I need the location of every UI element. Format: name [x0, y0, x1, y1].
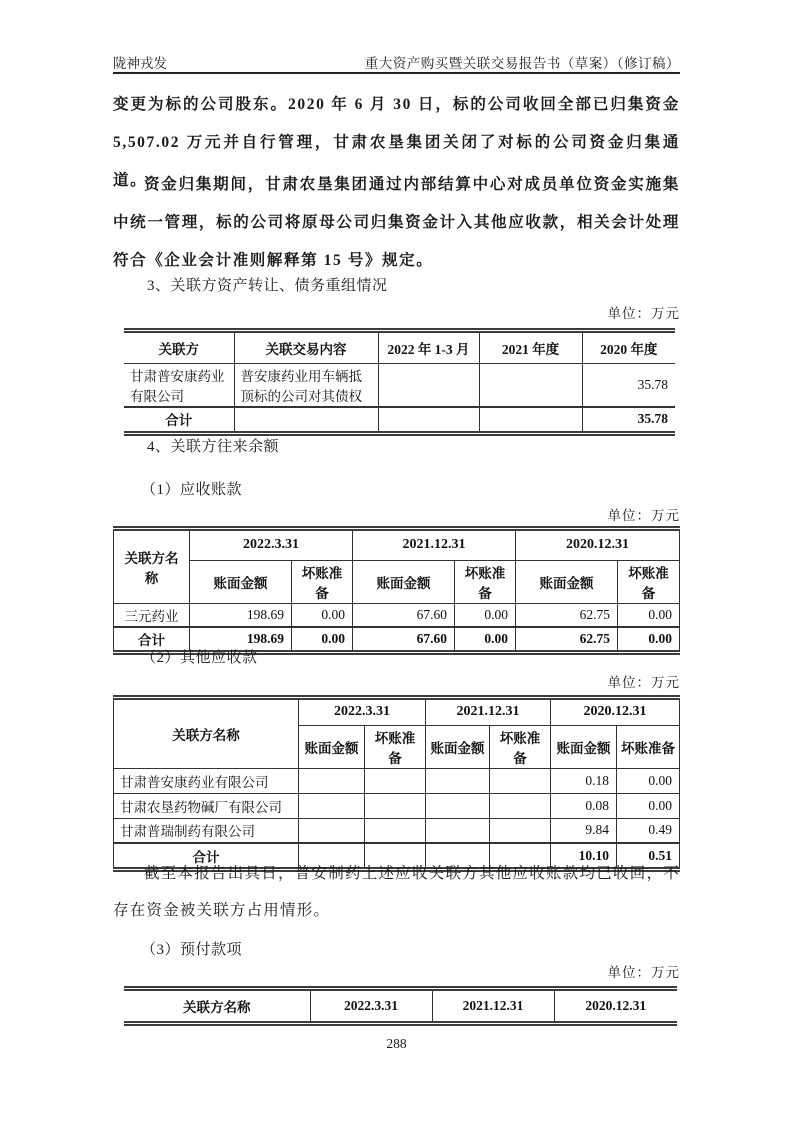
t3-sub-book-1: 账面金额 — [299, 725, 365, 768]
table-row — [114, 818, 680, 843]
t3-row0-name: 甘肃普安康药业有限公司 — [114, 768, 299, 793]
heading-4-related-balances: 4、关联方往来余额 — [147, 439, 280, 455]
t1-total-2022 — [378, 407, 479, 431]
t2-total-v0: 198.69 — [190, 627, 292, 650]
table-row — [114, 560, 680, 603]
t1-header-2020: 2020 年度 — [582, 333, 675, 363]
t3-row2-v2 — [426, 818, 490, 843]
t2-sub-bad-1: 坏账准备 — [292, 560, 353, 603]
heading-3-asset-transfer: 3、关联方资产转让、债务重组情况 — [147, 278, 388, 294]
t3-row1-v3 — [490, 793, 551, 818]
t2-row-v5: 0.00 — [618, 603, 680, 627]
t3-row2-v1 — [365, 818, 426, 843]
t2-header-name: 关联方名称 — [114, 531, 190, 603]
t3-row2-name: 甘肃普瑞制药有限公司 — [114, 818, 299, 843]
t3-period-2020: 2020.12.31 — [551, 700, 680, 725]
t3-row0-v2 — [426, 768, 490, 793]
t4-header-2020: 2020.12.31 — [554, 991, 677, 1021]
t3-total-v4: 10.10 — [551, 843, 617, 867]
t3-row2-v0 — [299, 818, 365, 843]
t3-row1-v1 — [365, 793, 426, 818]
t4-header-name: 关联方名称 — [124, 991, 310, 1021]
t4-header-2021: 2021.12.31 — [432, 991, 554, 1021]
t1-cell-2022 — [378, 363, 479, 407]
heading-4-1-receivables: （1）应收账款 — [141, 482, 243, 498]
t3-sub-bad-2: 坏账准备 — [490, 725, 551, 768]
t3-period-2022: 2022.3.31 — [299, 700, 426, 725]
t3-row1-v5: 0.00 — [617, 793, 680, 818]
page-header — [113, 52, 680, 72]
t2-total-v1: 0.00 — [292, 627, 353, 650]
t2-row-v2: 67.60 — [353, 603, 455, 627]
header-left-title: 陇神戎发 — [113, 56, 167, 71]
paragraph-fund-recovery: 变更为标的公司股东。2020 年 6 月 30 日，标的公司收回全部已归集资金 5,507.02 万元并自行管理，甘肃农垦集团关闭了对标的公司资金归集通道。 — [113, 96, 680, 189]
t3-header-name: 关联方名称 — [114, 700, 299, 768]
t3-row0-v3 — [490, 768, 551, 793]
t3-row0-v4: 0.18 — [551, 768, 617, 793]
table-asset-transfer — [124, 328, 675, 436]
t1-total-2020: 35.78 — [582, 407, 675, 431]
t3-row2-v3 — [490, 818, 551, 843]
page-number: 288 — [386, 1036, 407, 1051]
table-row — [114, 793, 680, 818]
t3-row1-v0 — [299, 793, 365, 818]
t2-total-v3: 0.00 — [455, 627, 516, 650]
t3-sub-bad-1: 坏账准备 — [365, 725, 426, 768]
t1-cell-content: 普安康药业用车辆抵顶标的公司对其债权 — [234, 363, 378, 407]
t2-period-2021: 2021.12.31 — [353, 531, 516, 560]
paragraph-fund-pooling: 资金归集期间，甘肃农垦集团通过内部结算中心对成员单位资金实施集中统一管理，标的公司将原母公司归集资金计入其他应收款，相关会计处理符合《企业会计准则解释第 15 号》规定。 — [113, 176, 680, 269]
t2-row-v0: 198.69 — [190, 603, 292, 627]
t1-header-content: 关联交易内容 — [234, 333, 378, 363]
table-row — [124, 333, 675, 363]
table-accounts-receivable — [113, 526, 680, 655]
heading-4-2-other-receivables: （2）其他应收款 — [141, 650, 258, 666]
t1-cell-party: 甘肃普安康药业有限公司 — [124, 363, 234, 407]
t3-sub-bad-3: 坏账准备 — [617, 725, 680, 768]
table-row — [114, 700, 680, 725]
table-row — [114, 768, 680, 793]
unit-label-4: 单位：万元 — [607, 965, 680, 980]
t2-period-2022: 2022.3.31 — [190, 531, 353, 560]
t2-total-label: 合计 — [114, 627, 190, 650]
table-other-receivables — [113, 695, 680, 872]
table-prepayments — [124, 986, 677, 1026]
t2-row-v1: 0.00 — [292, 603, 353, 627]
table-row — [124, 363, 675, 407]
t3-sub-book-3: 账面金额 — [551, 725, 617, 768]
unit-label-2: 单位：万元 — [607, 508, 680, 523]
t3-row0-v1 — [365, 768, 426, 793]
t1-header-2022: 2022 年 1-3 月 — [378, 333, 479, 363]
table-row — [124, 991, 677, 1021]
t1-total-content — [234, 407, 378, 431]
t2-total-v2: 67.60 — [353, 627, 455, 650]
t2-row-v4: 62.75 — [516, 603, 618, 627]
t3-row0-v5: 0.00 — [617, 768, 680, 793]
t1-total-label: 合计 — [124, 407, 234, 431]
t2-sub-book-3: 账面金额 — [516, 560, 618, 603]
header-right-title: 重大资产购买暨关联交易报告书（草案）（修订稿） — [364, 56, 680, 71]
t2-total-v4: 62.75 — [516, 627, 618, 650]
t3-sub-book-2: 账面金额 — [426, 725, 490, 768]
t2-total-v5: 0.00 — [618, 627, 680, 650]
t3-total-label: 合计 — [114, 843, 299, 867]
t2-period-2020: 2020.12.31 — [516, 531, 680, 560]
t2-sub-bad-2: 坏账准备 — [455, 560, 516, 603]
t1-header-party: 关联方 — [124, 333, 234, 363]
t3-row2-v4: 9.84 — [551, 818, 617, 843]
table-row — [114, 531, 680, 560]
t1-cell-2020: 35.78 — [582, 363, 675, 407]
t1-cell-2021 — [479, 363, 582, 407]
t3-total-v5: 0.51 — [617, 843, 680, 867]
t3-row1-v2 — [426, 793, 490, 818]
t1-total-2021 — [479, 407, 582, 431]
heading-4-3-prepayments: （3）预付款项 — [141, 942, 243, 958]
paragraph-recovered-note: 截至本报告出具日，普安制药上述应收关联方其他应收账款均已收回，不存在资金被关联方占用情形。 — [113, 865, 680, 919]
t1-header-2021: 2021 年度 — [479, 333, 582, 363]
t2-sub-book-2: 账面金额 — [353, 560, 455, 603]
t3-row1-name: 甘肃农垦药物碱厂有限公司 — [114, 793, 299, 818]
t3-period-2021: 2021.12.31 — [426, 700, 551, 725]
table-row — [114, 603, 680, 627]
t2-sub-book-1: 账面金额 — [190, 560, 292, 603]
t3-row0-v0 — [299, 768, 365, 793]
unit-label-3: 单位：万元 — [607, 675, 680, 690]
t3-row2-v5: 0.49 — [617, 818, 680, 843]
t2-row-name: 三元药业 — [114, 603, 190, 627]
t3-row1-v4: 0.08 — [551, 793, 617, 818]
header-rule — [113, 72, 680, 74]
t2-row-v3: 0.00 — [455, 603, 516, 627]
t2-sub-bad-3: 坏账准备 — [618, 560, 680, 603]
t4-header-2022: 2022.3.31 — [310, 991, 432, 1021]
unit-label-1: 单位：万元 — [607, 306, 680, 321]
table-total-row — [124, 407, 675, 431]
